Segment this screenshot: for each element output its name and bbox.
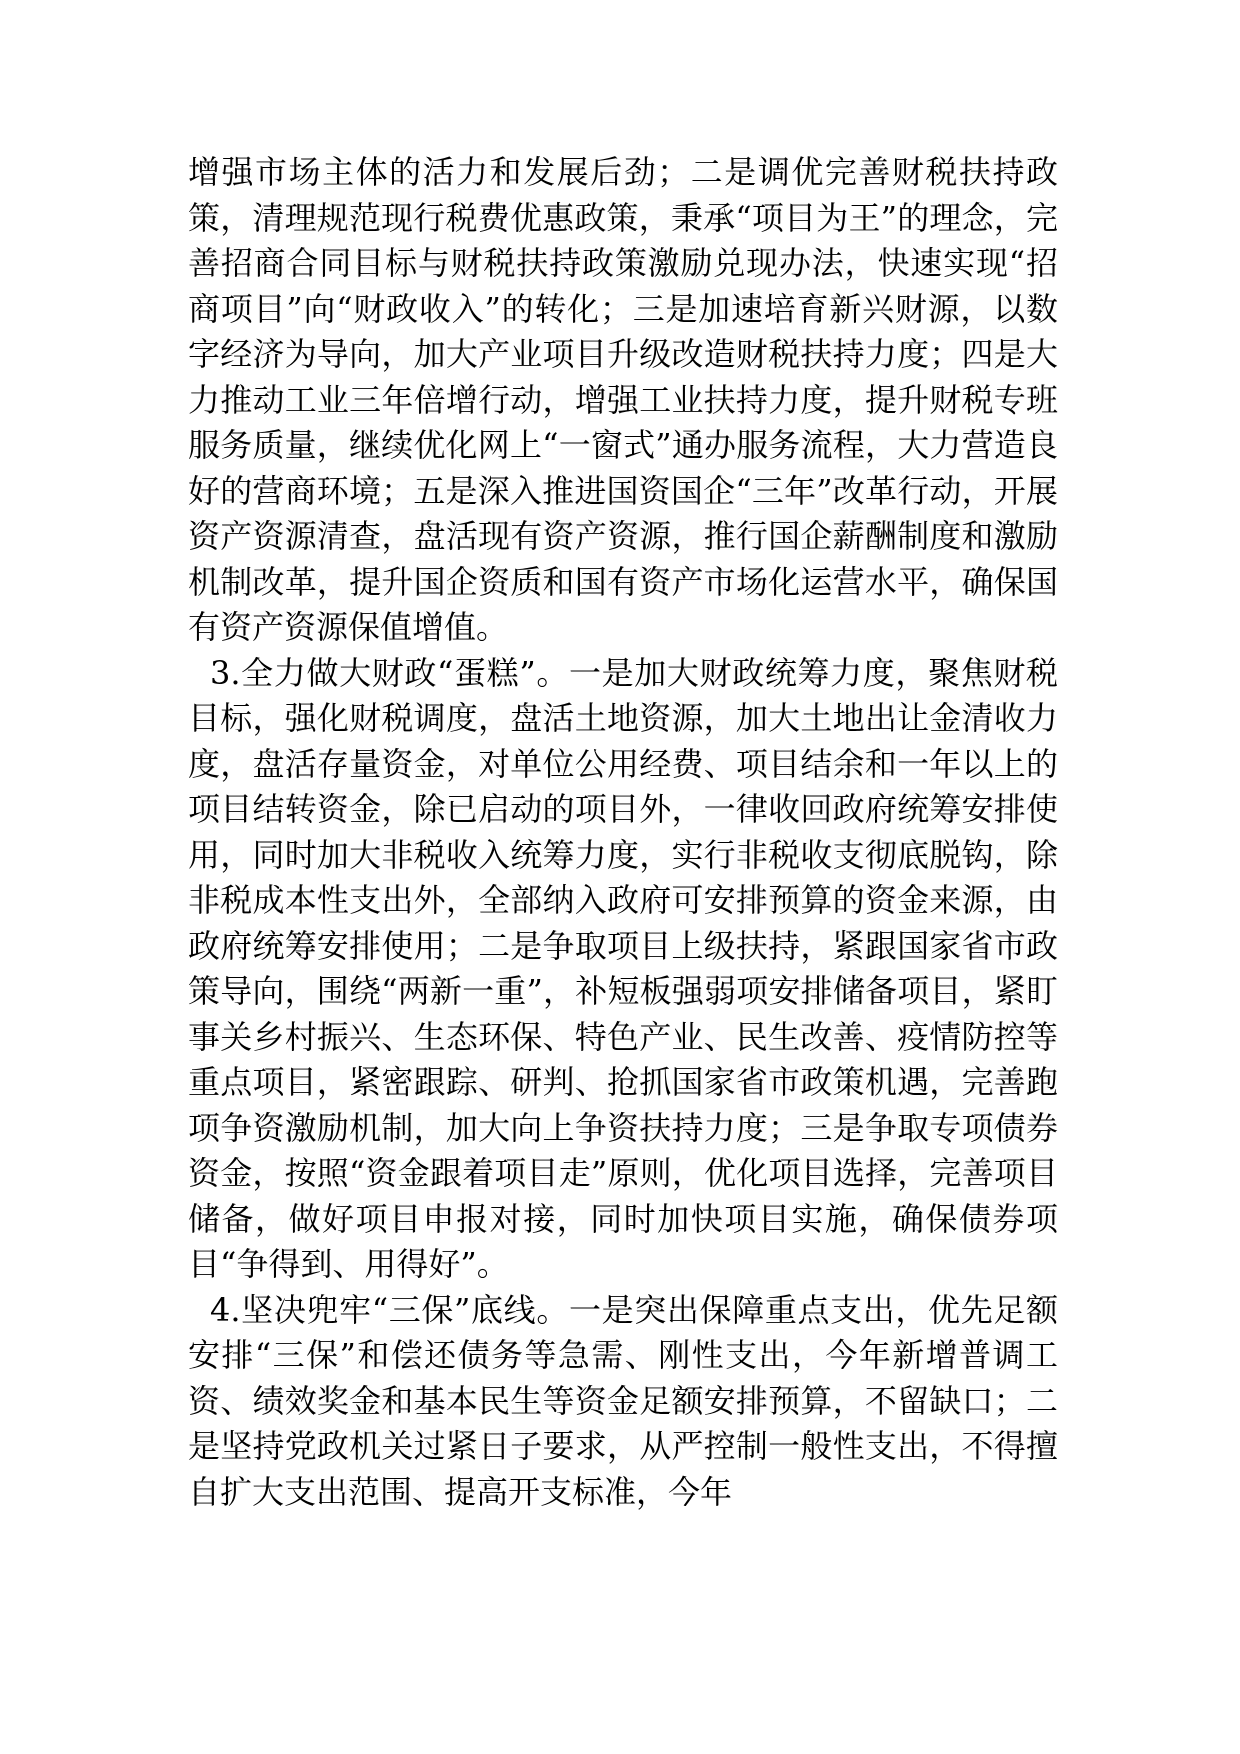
- body-paragraph-3: 4.坚决兜牢“三保”底线。一是突出保障重点支出，优先足额安排“三保”和偿还债务等急需、刚性支出，今年新增普调工资、绩效奖金和基本民生等资金足额安排预算，不留缺口；二是坚持党政机关过紧日子要求，从严控制一般性支出，不得擅自扩大支出范围、提高开支标准，今年: [188, 1290, 1058, 1511]
- document-page: [188, 150, 1058, 1515]
- body-paragraph-1: 增强市场主体的活力和发展后劲；二是调优完善财税扶持政策，清理规范现行税费优惠政策，秉承“项目为王”的理念，完善招商合同目标与财税扶持政策激励兑现办法，快速实现“招商项目”向“财政收入”的转化；三是加速培育新兴财源，以数字经济为导向，加大产业项目升级改造财税扶持力度；四是大力推动工业三年倍增行动，增强工业扶持力度，提升财税专班服务质量，继续优化网上“一窗式”通办服务流程，大力营造良好的营商环境；五是深入推进国资国企“三年”改革行动，开展资产资源清查，盘活现有资产资源，推行国企薪酬制度和激励机制改革，提升国企资质和国有资产市场化运营水平，确保国有资产资源保值增值。: [188, 153, 1058, 646]
- body-paragraph-2: 3.全力做大财政“蛋糕”。一是加大财政统筹力度，聚焦财税目标，强化财税调度，盘活土地资源，加大土地出让金清收力度，盘活存量资金，对单位公用经费、项目结余和一年以上的项目结转资金，除已启动的项目外，一律收回政府统筹安排使用，同时加大非税收入统筹力度，实行非税收支彻底脱钩，除非税成本性支出外，全部纳入政府可安排预算的资金来源，由政府统筹安排使用；二是争取项目上级扶持，紧跟国家省市政策导向，围绕“两新一重”，补短板强弱项安排储备项目，紧盯事关乡村振兴、生态环保、特色产业、民生改善、疫情防控等重点项目，紧密跟踪、研判、抢抓国家省市政策机遇，完善跑项争资激励机制，加大向上争资扶持力度；三是争取专项债券资金，按照“资金跟着项目走”原则，优化项目选择，完善项目储备，做好项目申报对接，同时加快项目实施，确保债券项目“争得到、用得好”。: [188, 653, 1058, 1283]
